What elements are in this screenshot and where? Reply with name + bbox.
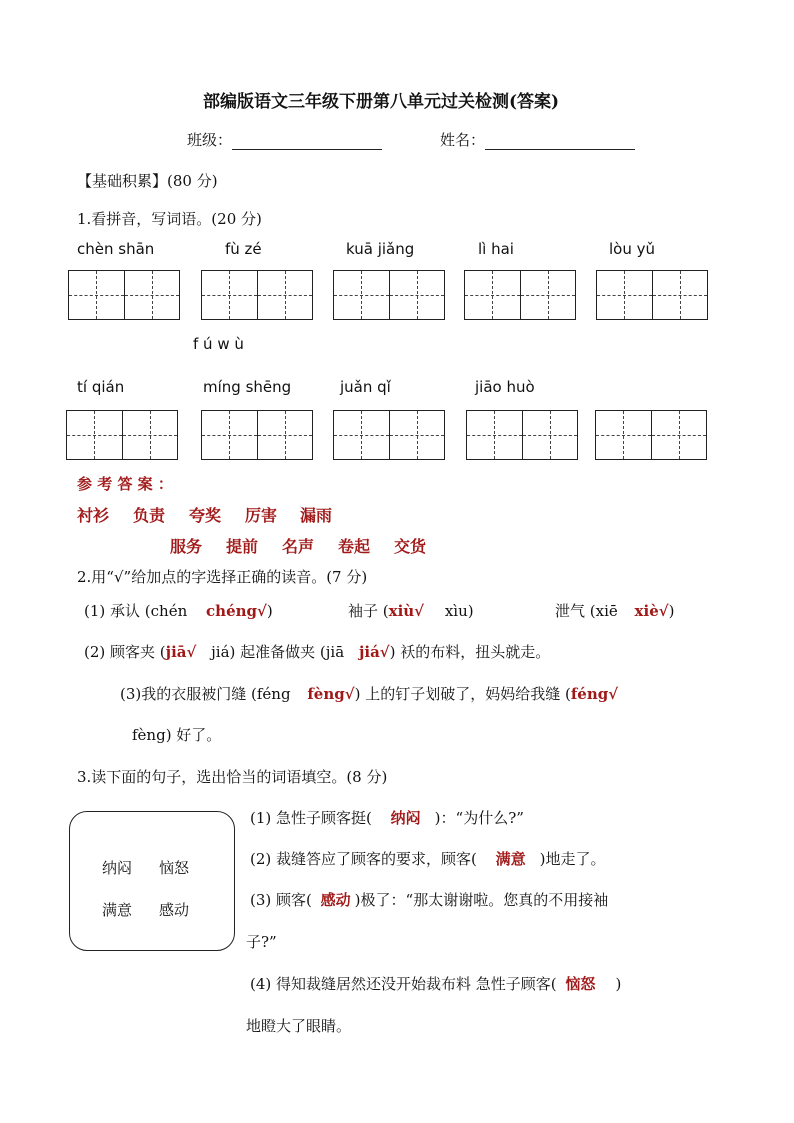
answer-text: 感动	[320, 891, 351, 909]
q2-line4: fèng) 好了。	[132, 726, 222, 744]
text: )	[615, 975, 622, 993]
answer-text: 纳闷	[390, 809, 421, 827]
text: )	[668, 602, 675, 620]
writing-grid[interactable]	[596, 270, 708, 320]
answer-word: 名声	[282, 537, 315, 556]
answer-text: 恼怒	[565, 975, 596, 993]
answer-word: 漏雨	[300, 506, 333, 525]
answer-word: 提前	[226, 537, 259, 556]
writing-grid[interactable]	[201, 270, 313, 320]
text: 泄气 (xiē	[555, 602, 618, 620]
text: ) 上的钉子划破了，妈妈给我缝 (	[354, 685, 571, 703]
q3-sentence-3-cont: 子?”	[246, 933, 277, 951]
q2-line2	[84, 641, 550, 662]
q3-sentence-1	[250, 807, 524, 828]
answer-word: 厉害	[245, 506, 278, 525]
q3-stem: 3.读下面的句子，选出恰当的词语填空。(8 分)	[77, 768, 388, 786]
name-blank	[485, 131, 635, 150]
answer-text: jiá√	[358, 643, 390, 661]
text: (2) 裁缝答应了顾客的要求，顾客(	[250, 850, 477, 868]
q3-sentence-3	[250, 889, 608, 910]
page-title: 部编版语文三年级下册第八单元过关检测(答案)	[203, 92, 560, 112]
pinyin-5: lòu yǔ	[609, 240, 656, 258]
pinyin-6: tí qián	[77, 378, 125, 396]
pinyin-2: fù zé	[225, 240, 262, 258]
text: 袖子 (	[348, 602, 389, 620]
pinyin-3: kuā jiǎng	[346, 240, 415, 258]
answer-word: 交货	[394, 537, 427, 556]
writing-grid[interactable]	[595, 410, 707, 460]
text: (3)我的衣服被门缝 (féng	[120, 685, 291, 703]
answer-word: 服务	[170, 537, 203, 556]
text: (3) 顾客(	[250, 891, 312, 909]
section-heading: 【基础积累】(80 分)	[77, 172, 218, 190]
writing-grid[interactable]	[333, 270, 445, 320]
word-bank-item: 满意	[102, 901, 133, 919]
word-bank-item: 恼怒	[159, 859, 190, 877]
q2-line1	[84, 600, 273, 621]
text: (2) 顾客夹 (	[84, 643, 166, 661]
answer-text: fèng√	[307, 685, 355, 703]
answer-text: xiè√	[634, 602, 669, 620]
text: jiá) 起准备做夹 (jiā	[211, 643, 345, 661]
writing-grid[interactable]	[333, 410, 445, 460]
answer-word: 卷起	[338, 537, 371, 556]
class-label: 班级：	[187, 131, 233, 149]
text: ) 袄的布料，扭头就走。	[389, 643, 551, 661]
text: (4) 得知裁缝居然还没开始裁布料 急性子顾客(	[250, 975, 557, 993]
word-bank-item: 感动	[159, 901, 190, 919]
q2-stem: 2.用“√”给加点的字选择正确的读音。(7 分)	[77, 568, 368, 586]
text: )地走了。	[539, 850, 606, 868]
writing-grid[interactable]	[466, 410, 578, 460]
pinyin-1: chèn shān	[77, 240, 155, 258]
answer-text: féng√	[570, 685, 619, 703]
q3-sentence-4	[250, 973, 621, 994]
q3-sentence-2	[250, 848, 606, 869]
text: )：“为什么?”	[434, 809, 524, 827]
word-bank-item: 纳闷	[102, 859, 133, 877]
writing-grid[interactable]	[68, 270, 180, 320]
pinyin-9: jiāo huò	[475, 378, 535, 396]
writing-grid[interactable]	[201, 410, 313, 460]
word-bank	[69, 811, 235, 951]
q2-line1b	[348, 600, 474, 621]
writing-grid[interactable]	[66, 410, 178, 460]
q2-line3	[120, 683, 618, 704]
answer-text: chéng√	[206, 602, 267, 620]
q3-sentence-4-cont: 地瞪大了眼睛。	[246, 1017, 352, 1035]
answer-label: 参 考 答 案 ：	[77, 475, 173, 493]
answer-text: jiā√	[165, 643, 197, 661]
q2-line1c	[555, 600, 674, 621]
text: )	[266, 602, 273, 620]
answer-word: 负责	[133, 506, 166, 525]
answer-text: 满意	[495, 850, 526, 868]
pinyin-7: míng shēng	[203, 378, 292, 396]
writing-grid[interactable]	[464, 270, 576, 320]
answer-text: xiù√	[388, 602, 425, 620]
text: )极了：“那太谢谢啦。您真的不用接袖	[354, 891, 609, 909]
answer-word: 夸奖	[189, 506, 222, 525]
name-label: 姓名：	[440, 131, 486, 149]
class-field	[187, 129, 382, 150]
name-field	[440, 129, 635, 150]
class-blank	[232, 131, 382, 150]
pinyin-extra: f ú w ù	[193, 335, 244, 353]
answer-word: 衬衫	[77, 506, 110, 525]
text: xìu)	[444, 602, 474, 620]
text: (1) 急性子顾客挺(	[250, 809, 372, 827]
q1-stem: 1.看拼音，写词语。(20 分)	[77, 210, 262, 228]
pinyin-8: juǎn qǐ	[340, 378, 391, 396]
text: (1) 承认 (chén	[84, 602, 188, 620]
pinyin-4: lì hai	[478, 240, 514, 258]
